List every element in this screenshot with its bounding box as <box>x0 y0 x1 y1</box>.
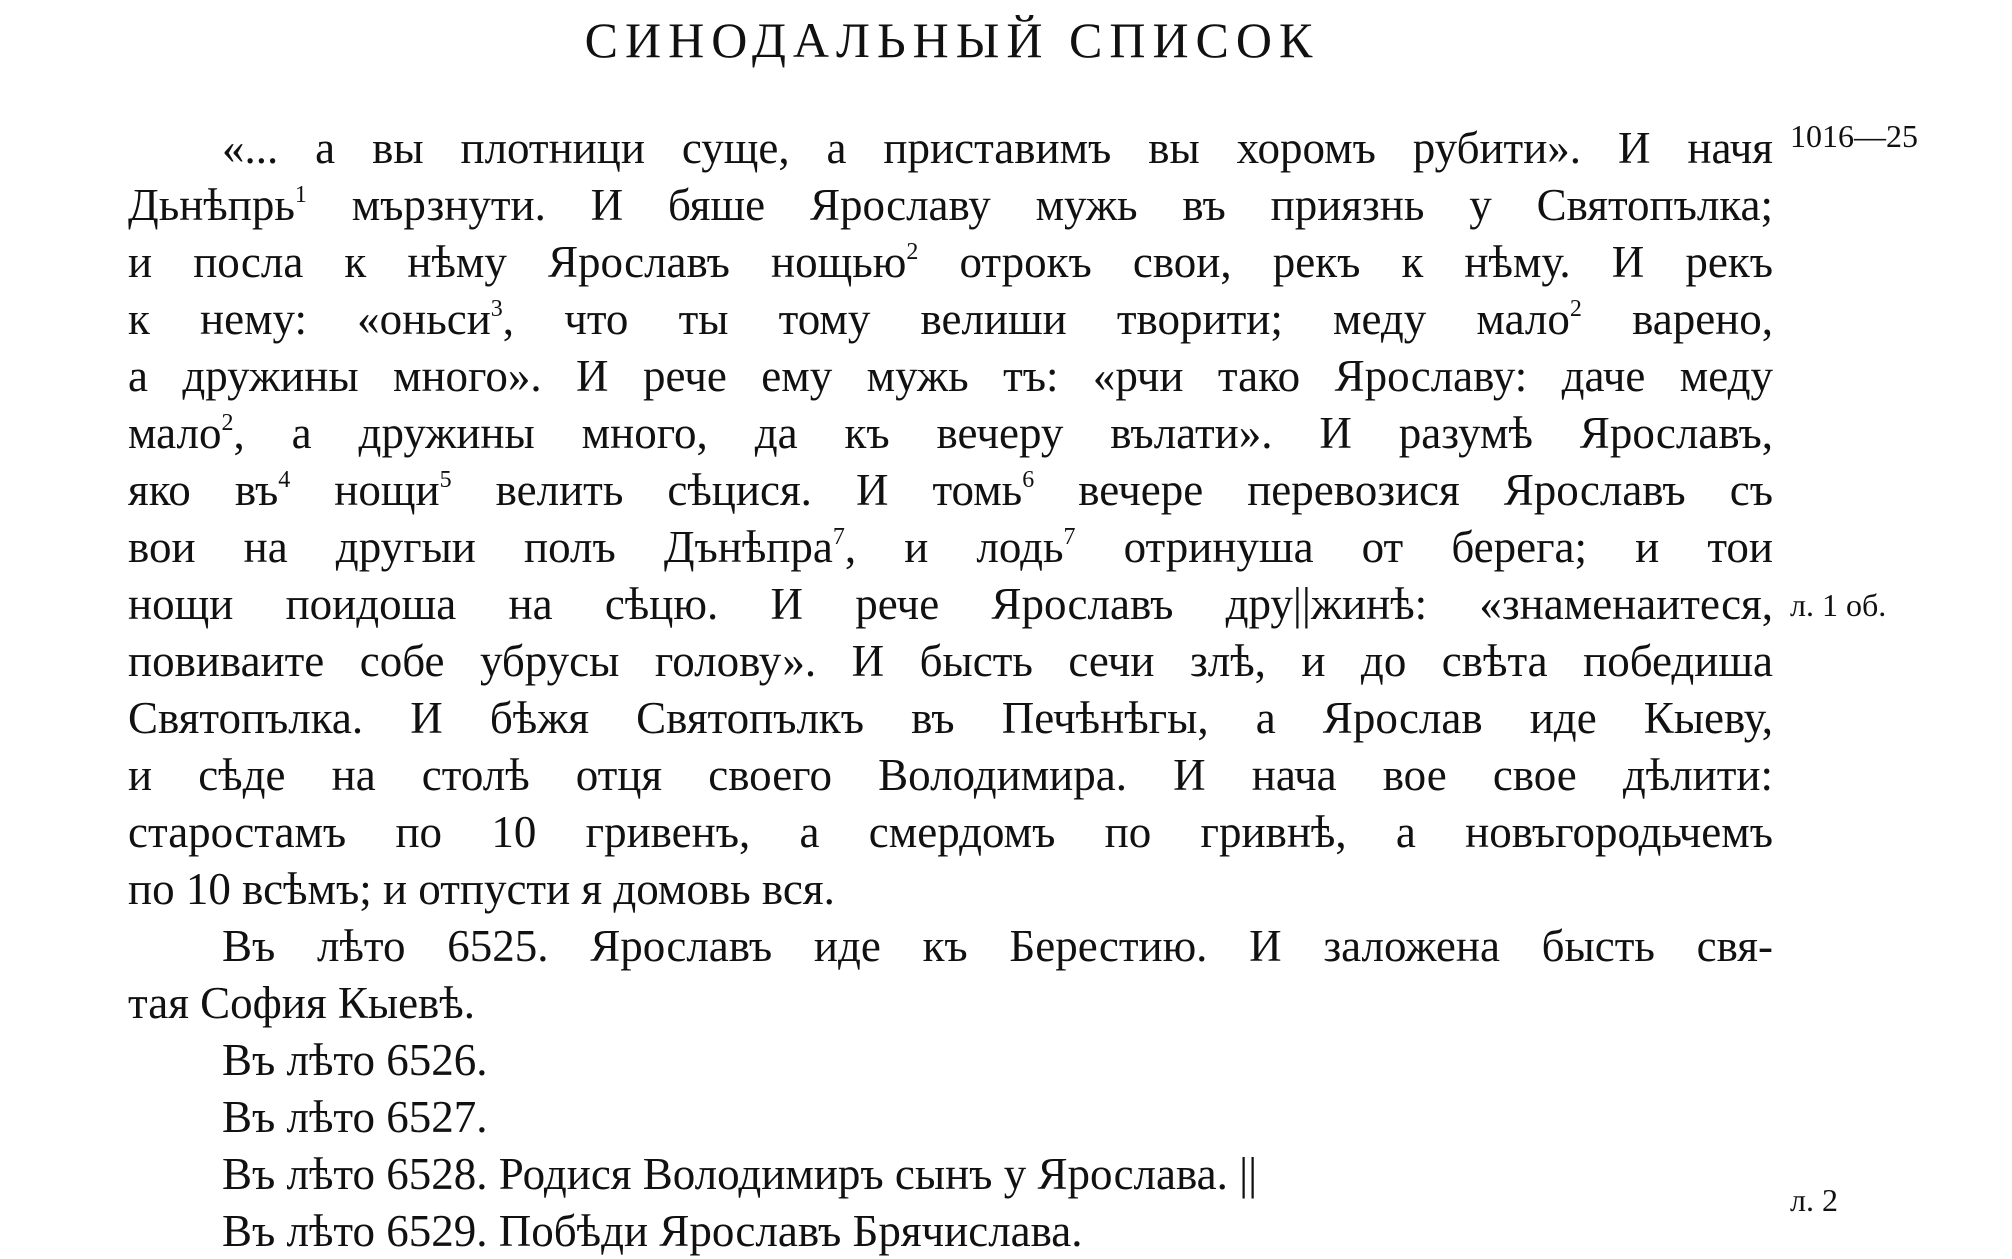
year-entry-6525: Въ лѣто 6525. Ярославъ иде къ Берестию. И заложена бысть свя- <box>222 921 1773 971</box>
year-entry-6527: Въ лѣто 6527. <box>222 1092 488 1142</box>
text-line: по 10 всѣмъ; и отпусти я домовь вся. <box>128 864 835 914</box>
text-line: Дьнѣпрь$^1$ мързнути. И бяше Ярославу мужь въ приязнь у Святопълка; <box>128 180 1773 230</box>
year-entry-6526: Въ лѣто 6526. <box>222 1035 488 1085</box>
text-line: «... а вы плотници суще, а приставимъ вы хоромъ рубити». И начя <box>222 123 1773 173</box>
text-line: яко $въ^4$ нощи$^5$ велить сѣцися. И томь$^6$ вечере перевозися Ярославъ съ <box>128 465 1773 515</box>
margin-note-years: 1016—25 <box>1790 118 1918 154</box>
text-line: к нему: «оньси$^3$, что ты тому велиши творити; меду мало$^2$ варено, <box>128 294 1774 344</box>
year-entry-6529: Въ лѣто 6529. Побѣди Ярославъ Брячислава. <box>222 1206 1083 1256</box>
text-line: тая София Кыевѣ. <box>128 978 475 1028</box>
text-line: вои на другыи полъ Дънѣпра$^7$, и лодь$^7$ отринуша от берега; и тои <box>128 522 1773 572</box>
text-line: Святопълка. И бѣжя Святопълкъ въ Печѣнѣгы, а Ярослав иде Кыеву, <box>128 693 1773 743</box>
margin-note-leaf-2: л. 2 <box>1790 1182 1838 1218</box>
page-title: СИНОДАЛЬНЫЙ СПИСОК <box>584 12 1320 68</box>
text-line: а дружины много». И рече ему мужь тъ: «рчи тако Ярославу: даче меду <box>128 351 1773 401</box>
text-line: нощи поидоша на сѣцю. И рече Ярославъ дру||жинѣ: «знаменаитеся, <box>128 579 1773 629</box>
margin-note-leaf-1v: л. 1 об. <box>1790 587 1887 623</box>
text-line: повиваите собе убрусы голову». И бысть сечи злѣ, и до свѣта победиша <box>128 636 1773 686</box>
text-line: мало$^2$, а дружины много, да къ вечеру вълати». И разумѣ Ярославъ, <box>128 408 1773 458</box>
text-line: и сѣде на столѣ отця своего Володимира. И нача вое свое дѣлити: <box>128 750 1773 800</box>
year-entry-6528: Въ лѣто 6528. Родися Володимиръ сынъ у Ярослава. || <box>222 1149 1258 1199</box>
text-line: старостамъ по 10 гривенъ, а смердомъ по гривнѣ, а новъгородьчемъ <box>128 807 1773 857</box>
text-line: и посла к нѣму Ярославъ нощью$^2$ отрокъ свои, рекъ к нѣму. И рекъ <box>128 237 1773 287</box>
